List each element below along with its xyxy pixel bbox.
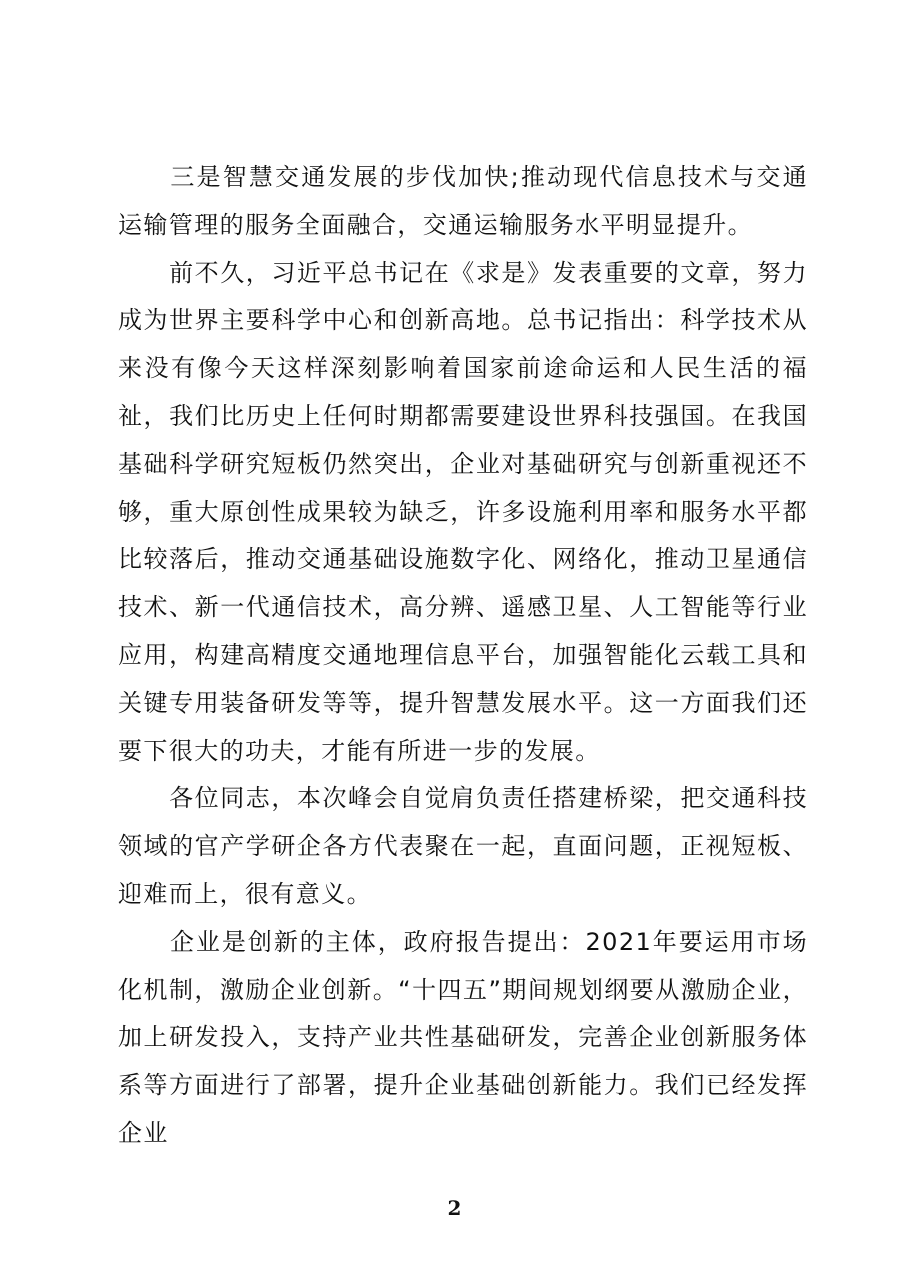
paragraph-enterprise-innovation: 企业是创新的主体，政府报告提出：2021年要运用市场化机制，激励企业创新。“十四五”期间规划纲要从激励企业，加上研发投入，支持产业共性基础研发，完善企业创新服务体系等方面进行了部署，提升企业基础创新能力。我们已经发挥企业 xyxy=(118,927,808,1147)
paragraph-qiushi-article: 前不久，习近平总书记在《求是》发表重要的文章，努力成为世界主要科学中心和创新高地。总书记指出：科学技术从来没有像今天这样深刻影响着国家前途命运和人民生活的福祉，我们比历史上任何时期都需要建设世界科技强国。在我国基础科学研究短板仍然突出，企业对基础研究与创新重视还不够，重大原创性成果较为缺乏，许多设施利用率和服务水平都比较落后，推动交通基础设施数字化、网络化，推动卫星通信技术、新一代通信技术，高分辨、遥感卫星、人工智能等行业应用，构建高精度交通地理信息平台，加强智能化云载工具和关键专用装备研发等等，提升智慧发展水平。这一方面我们还要下很大的功夫，才能有所进一步的发展。 xyxy=(118,258,808,765)
page-number: 2 xyxy=(447,1196,462,1220)
paragraph-smart-transport: 三是智慧交通发展的步伐加快;推动现代信息技术与交通运输管理的服务全面融合，交通运输服务水平明显提升。 xyxy=(118,163,808,239)
body-text xyxy=(118,154,808,1158)
paragraph-summit: 各位同志，本次峰会自觉肩负责任搭建桥梁，把交通科技领域的官产学研企各方代表聚在一起，直面问题，正视短板、迎难而上，很有意义。 xyxy=(118,784,808,908)
